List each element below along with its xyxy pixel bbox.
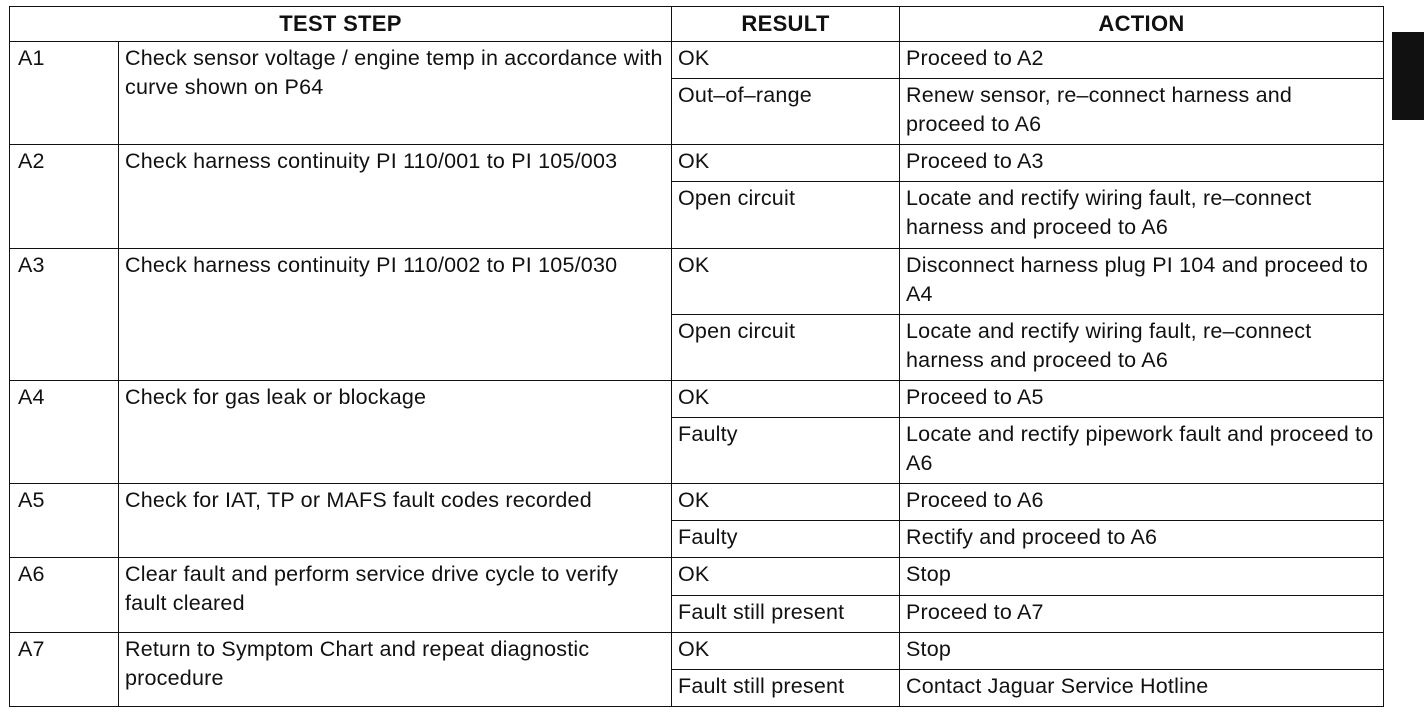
step-id: A7 — [10, 632, 119, 706]
table-body — [10, 42, 1384, 707]
step-result: Out–of–range — [672, 79, 900, 145]
table-row — [10, 632, 1384, 669]
step-result: Fault still present — [672, 669, 900, 706]
step-id: A4 — [10, 380, 119, 483]
step-action: Rectify and proceed to A6 — [900, 521, 1384, 558]
table-header — [10, 7, 1384, 42]
step-description: Check harness continuity PI 110/001 to PI 105/003 — [119, 145, 672, 248]
step-action: Contact Jaguar Service Hotline — [900, 669, 1384, 706]
step-action: Renew sensor, re–connect harness and proceed to A6 — [900, 79, 1384, 145]
step-result: OK — [672, 632, 900, 669]
step-result: OK — [672, 248, 900, 314]
table-row — [10, 558, 1384, 595]
step-action: Stop — [900, 558, 1384, 595]
table-row — [10, 145, 1384, 182]
table-row — [10, 380, 1384, 417]
step-result: OK — [672, 145, 900, 182]
step-action: Proceed to A2 — [900, 42, 1384, 79]
header-test-step: TEST STEP — [10, 7, 672, 42]
step-result: Fault still present — [672, 595, 900, 632]
step-action: Stop — [900, 632, 1384, 669]
step-description: Check for IAT, TP or MAFS fault codes recorded — [119, 484, 672, 558]
step-action: Proceed to A6 — [900, 484, 1384, 521]
step-result: Faulty — [672, 418, 900, 484]
step-result: Open circuit — [672, 182, 900, 248]
step-result: Faulty — [672, 521, 900, 558]
step-description: Check harness continuity PI 110/002 to PI 105/030 — [119, 248, 672, 380]
step-result: Open circuit — [672, 314, 900, 380]
step-result: OK — [672, 42, 900, 79]
step-id: A3 — [10, 248, 119, 380]
header-row — [10, 7, 1384, 42]
step-id: A1 — [10, 42, 119, 145]
step-action: Locate and rectify wiring fault, re–connect harness and proceed to A6 — [900, 314, 1384, 380]
section-tab-marker — [1392, 32, 1424, 120]
step-description: Return to Symptom Chart and repeat diagnostic procedure — [119, 632, 672, 706]
step-id: A2 — [10, 145, 119, 248]
step-result: OK — [672, 558, 900, 595]
step-action: Proceed to A3 — [900, 145, 1384, 182]
step-action: Proceed to A5 — [900, 380, 1384, 417]
step-description: Clear fault and perform service drive cycle to verify fault cleared — [119, 558, 672, 632]
step-description: Check for gas leak or blockage — [119, 380, 672, 483]
table-row — [10, 248, 1384, 314]
step-action: Proceed to A7 — [900, 595, 1384, 632]
step-action: Locate and rectify wiring fault, re–connect harness and proceed to A6 — [900, 182, 1384, 248]
step-result: OK — [672, 484, 900, 521]
step-action: Locate and rectify pipework fault and proceed to A6 — [900, 418, 1384, 484]
step-action: Disconnect harness plug PI 104 and proceed to A4 — [900, 248, 1384, 314]
header-action: ACTION — [900, 7, 1384, 42]
step-id: A6 — [10, 558, 119, 632]
step-id: A5 — [10, 484, 119, 558]
step-result: OK — [672, 380, 900, 417]
diagnostic-table — [9, 6, 1384, 707]
table-row — [10, 484, 1384, 521]
table-row — [10, 42, 1384, 79]
header-result: RESULT — [672, 7, 900, 42]
step-description: Check sensor voltage / engine temp in accordance with curve shown on P64 — [119, 42, 672, 145]
